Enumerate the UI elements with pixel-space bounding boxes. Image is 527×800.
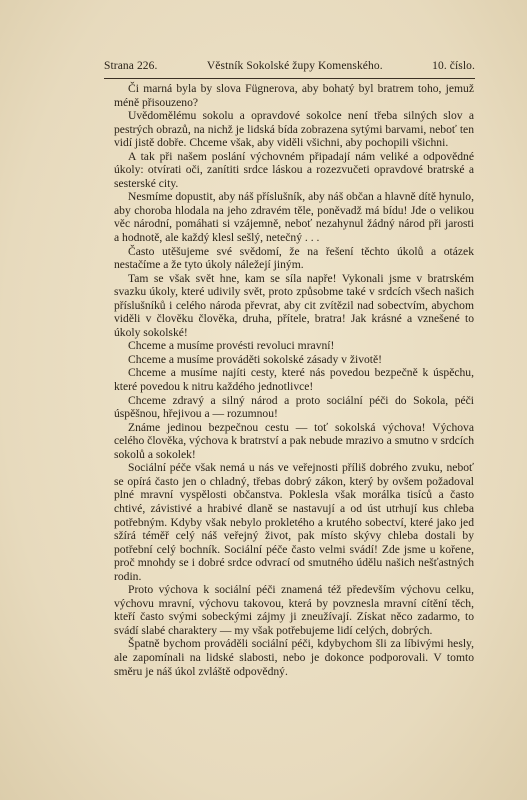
- article-body: [114, 82, 474, 678]
- paragraph: Či marná byla by slova Fügnerova, aby bohatý byl bratrem toho, jemuž méně přisouzeno?: [114, 82, 474, 109]
- issue-number: 10. číslo.: [432, 60, 475, 72]
- paragraph: Špatně bychom prováděli sociální péči, kdybychom šli za líbivými hesly, ale zapomínali na lidské slabosti, nebo je dokonce podporovali. V tomto směru je náš úkol zvláště odpovědný.: [114, 637, 474, 678]
- page-number: Strana 226.: [104, 60, 158, 72]
- paragraph: Sociální péče však nemá u nás ve veřejnosti příliš dobrého zvuku, neboť se opírá často jen o chladný, třebas dobrý zákon, který by ovšem požadoval plné mravní vyspělosti občanstva. Poklesla však morálka tisíců a často chtivé, závistivé a hrabivé dlaně se nastavují a od úst utrhují kus chleba potřebným. Kdyby však nebylo prokletého a krutého sobectví, které jako jed sžírá téměř celý náš veřejný život, pak místo skývy chleba dostali by potřební celý bochník. Sociální péče často velmi svádí! Zde jsme u kořene, proč mnohdy se i dobré srdce odvrací od smutného údělu našich nešťastných rodin.: [114, 461, 474, 583]
- paragraph: Chceme a musíme najíti cesty, které nás povedou bezpečně k úspěchu, které povedou k nitru každého jednotlivce!: [114, 366, 474, 394]
- paragraph: Uvědomělému sokolu a opravdové sokolce není třeba silných slov a pestrých obrazů, na nichž je lidská bída zobrazena sytými barvami, neboť ten vidí jistě dobře. Chceme však, aby viděli všichni, aby pochopili všichni.: [114, 109, 474, 150]
- paragraph: A tak při našem poslání výchovném připadají nám veliké a odpovědné úkoly: otvírati oči, zanítiti srdce láskou a rozezvučeti opravdové bratrské a sesterské city.: [114, 149, 474, 190]
- paragraph: Nesmíme dopustit, aby náš příslušník, aby náš občan a hlavně dítě hynulo, aby choroba hlodala na jeho zdravém těle, poněvadž má bídu! Jde o velikou věc národní, pomáhati si vzájemně, neboť nezahynul žádný národ při jarosti a hodnotě, ale každý klesl sešlý, netečný . . .: [114, 190, 474, 245]
- running-header: [104, 60, 475, 72]
- paragraph: Známe jedinou bezpečnou cestu — toť sokolská výchova! Výchova celého člověka, výchova k bratrství a pak nebude mrazivo a smutno v srdcích sokolů a sokolek!: [114, 420, 474, 461]
- paragraph: Často utěšujeme své svědomí, že na řešení těchto úkolů a otázek nestačíme a že tyto úkoly náležejí jiným.: [114, 244, 474, 272]
- paragraph: Chceme a musíme provésti revoluci mravní!: [128, 339, 335, 353]
- paragraph: Chceme zdravý a silný národ a proto sociální péči do Sokola, péči úspěšnou, hřejivou a — rozumnou!: [114, 393, 474, 421]
- journal-title: Věstník Sokolské župy Komenského.: [206, 60, 383, 72]
- header-rule: [104, 78, 475, 79]
- paragraph: Proto výchova k sociální péči znamená též především výchovu celku, výchovu mravní, výchovu takovou, která by povznesla mravní cítění těch, kteří často svými sobeckými zájmy ji zneužívají. Získat něco zadarmo, to svádí slabé charaktery — my však potřebujeme lidí celých, dobrých.: [114, 583, 474, 637]
- paragraph: Chceme a musíme prováděti sokolské zásady v životě!: [128, 352, 383, 366]
- paragraph: Tam se však svět hne, kam se síla napře! Vykonali jsme v bratrském svazku úkoly, které udivily svět, proto způsobme také v srdcích všech našich příslušníků i celého národa převrat, aby cit zvítězil nad sobectvím, abychom viděli v člověku člověka, druha, přítele, bratra! Jak krásné a vznešené to úkoly sokolské!: [114, 271, 474, 339]
